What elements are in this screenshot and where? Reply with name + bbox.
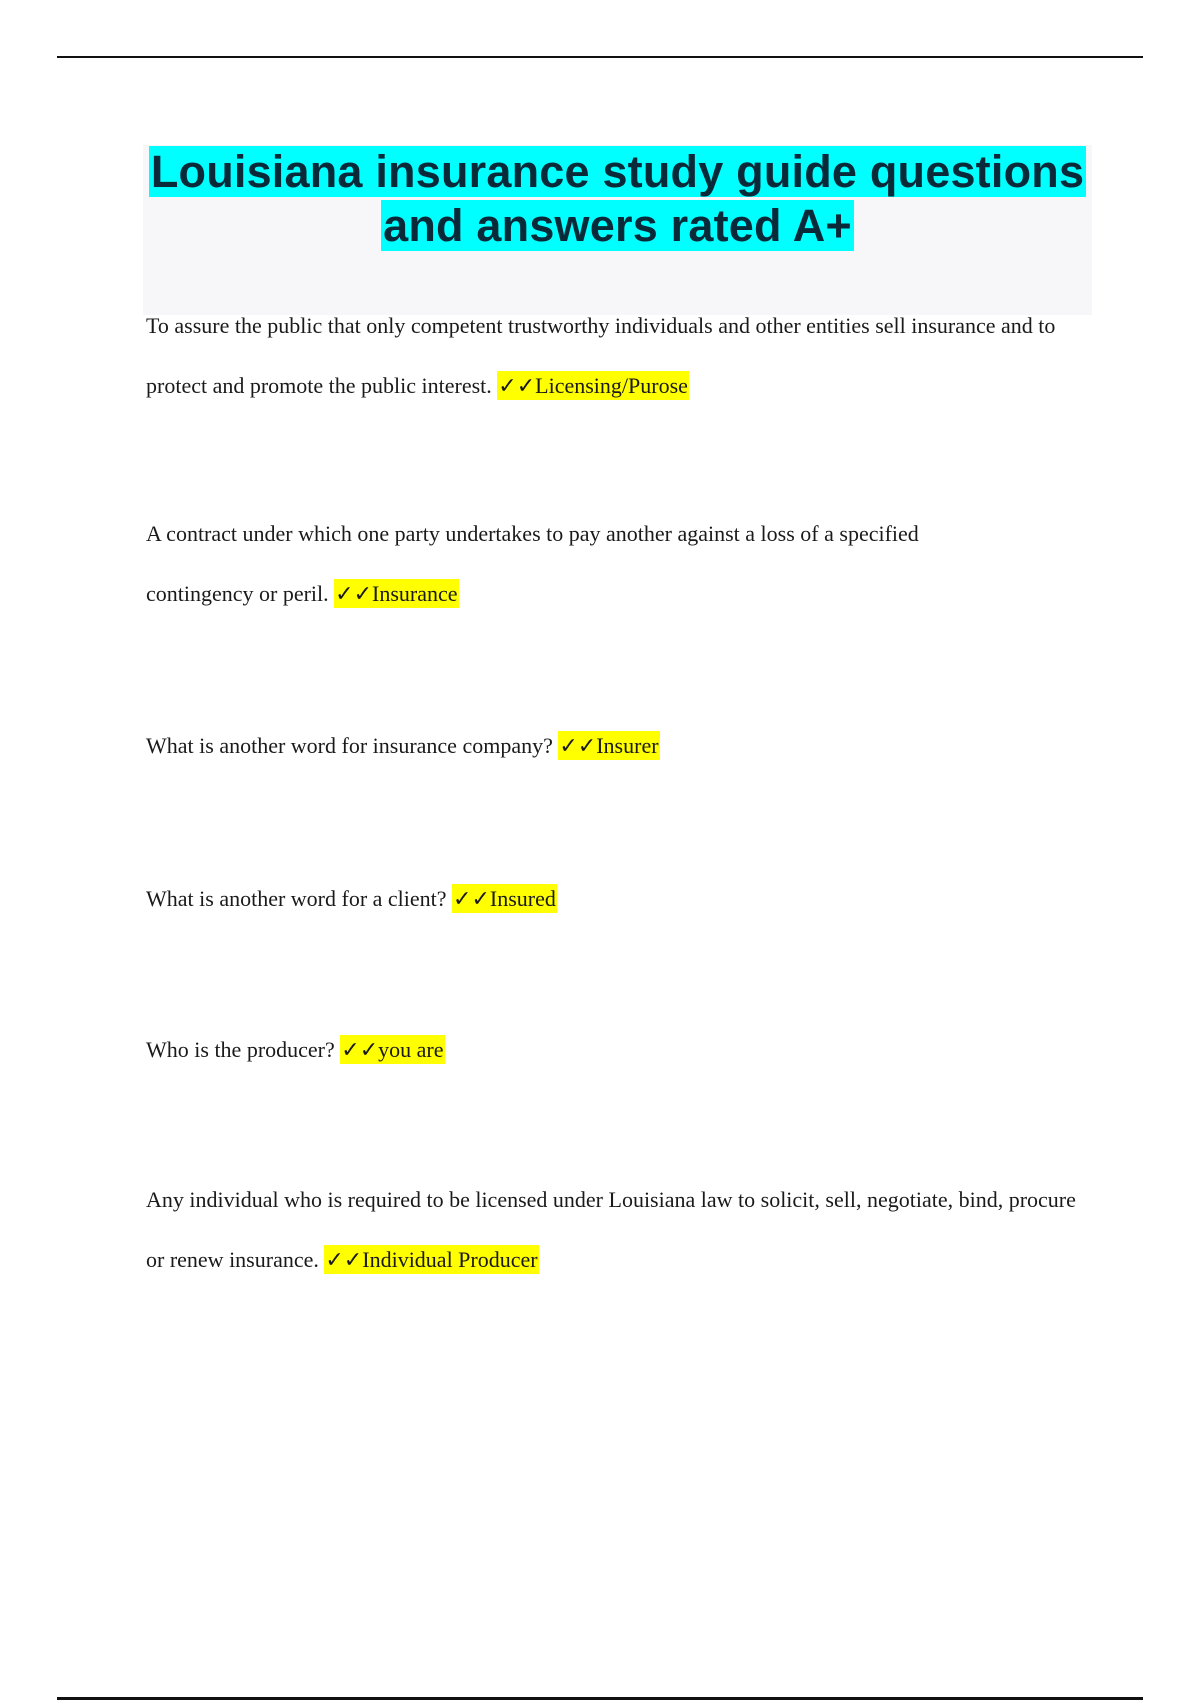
question-text: What is another word for insurance company? bbox=[146, 733, 553, 758]
answer-text: you are bbox=[378, 1037, 444, 1062]
answer-highlight bbox=[452, 884, 557, 913]
top-rule bbox=[57, 56, 1143, 58]
question-text: Any individual who is required to be licensed under Louisiana law to solicit, sell, negotiate, bind, procure or renew insurance. bbox=[146, 1187, 1076, 1272]
answer-highlight bbox=[334, 579, 458, 608]
checkmark-icon: ✓✓ bbox=[335, 582, 373, 607]
title-block bbox=[143, 145, 1092, 315]
answer-text: Insurance bbox=[372, 581, 458, 606]
qa-item-5 bbox=[146, 1020, 1096, 1081]
answer-text: Insured bbox=[489, 886, 556, 911]
answer-text: Individual Producer bbox=[362, 1247, 538, 1272]
checkmark-icon: ✓✓ bbox=[341, 1038, 379, 1063]
question-text: Who is the producer? bbox=[146, 1037, 335, 1062]
question-text: What is another word for a client? bbox=[146, 886, 447, 911]
qa-item-3 bbox=[146, 716, 1096, 777]
checkmark-icon: ✓✓ bbox=[559, 734, 597, 759]
checkmark-icon: ✓✓ bbox=[453, 887, 490, 912]
answer-highlight bbox=[340, 1035, 444, 1064]
question-text: To assure the public that only competent trustworthy individuals and other entities sell insurance and to protect and promote the public interest. bbox=[146, 313, 1056, 398]
checkmark-icon: ✓✓ bbox=[325, 1248, 363, 1273]
answer-highlight bbox=[497, 371, 689, 400]
answer-text: Insurer bbox=[596, 733, 659, 758]
page-title-text: Louisiana insurance study guide questions and answers rated A+ bbox=[150, 146, 1085, 251]
qa-item-4 bbox=[146, 869, 1096, 930]
qa-item-6 bbox=[146, 1170, 1096, 1291]
checkmark-icon: ✓✓ bbox=[498, 374, 536, 399]
qa-item-2 bbox=[146, 504, 1026, 625]
answer-highlight bbox=[558, 731, 659, 760]
page-title bbox=[143, 145, 1092, 253]
answer-text: Licensing/Purose bbox=[535, 373, 688, 398]
qa-item-1 bbox=[146, 296, 1096, 417]
answer-highlight bbox=[324, 1245, 538, 1274]
question-text: A contract under which one party undertakes to pay another against a loss of a specified contingency or peril. bbox=[146, 521, 919, 606]
